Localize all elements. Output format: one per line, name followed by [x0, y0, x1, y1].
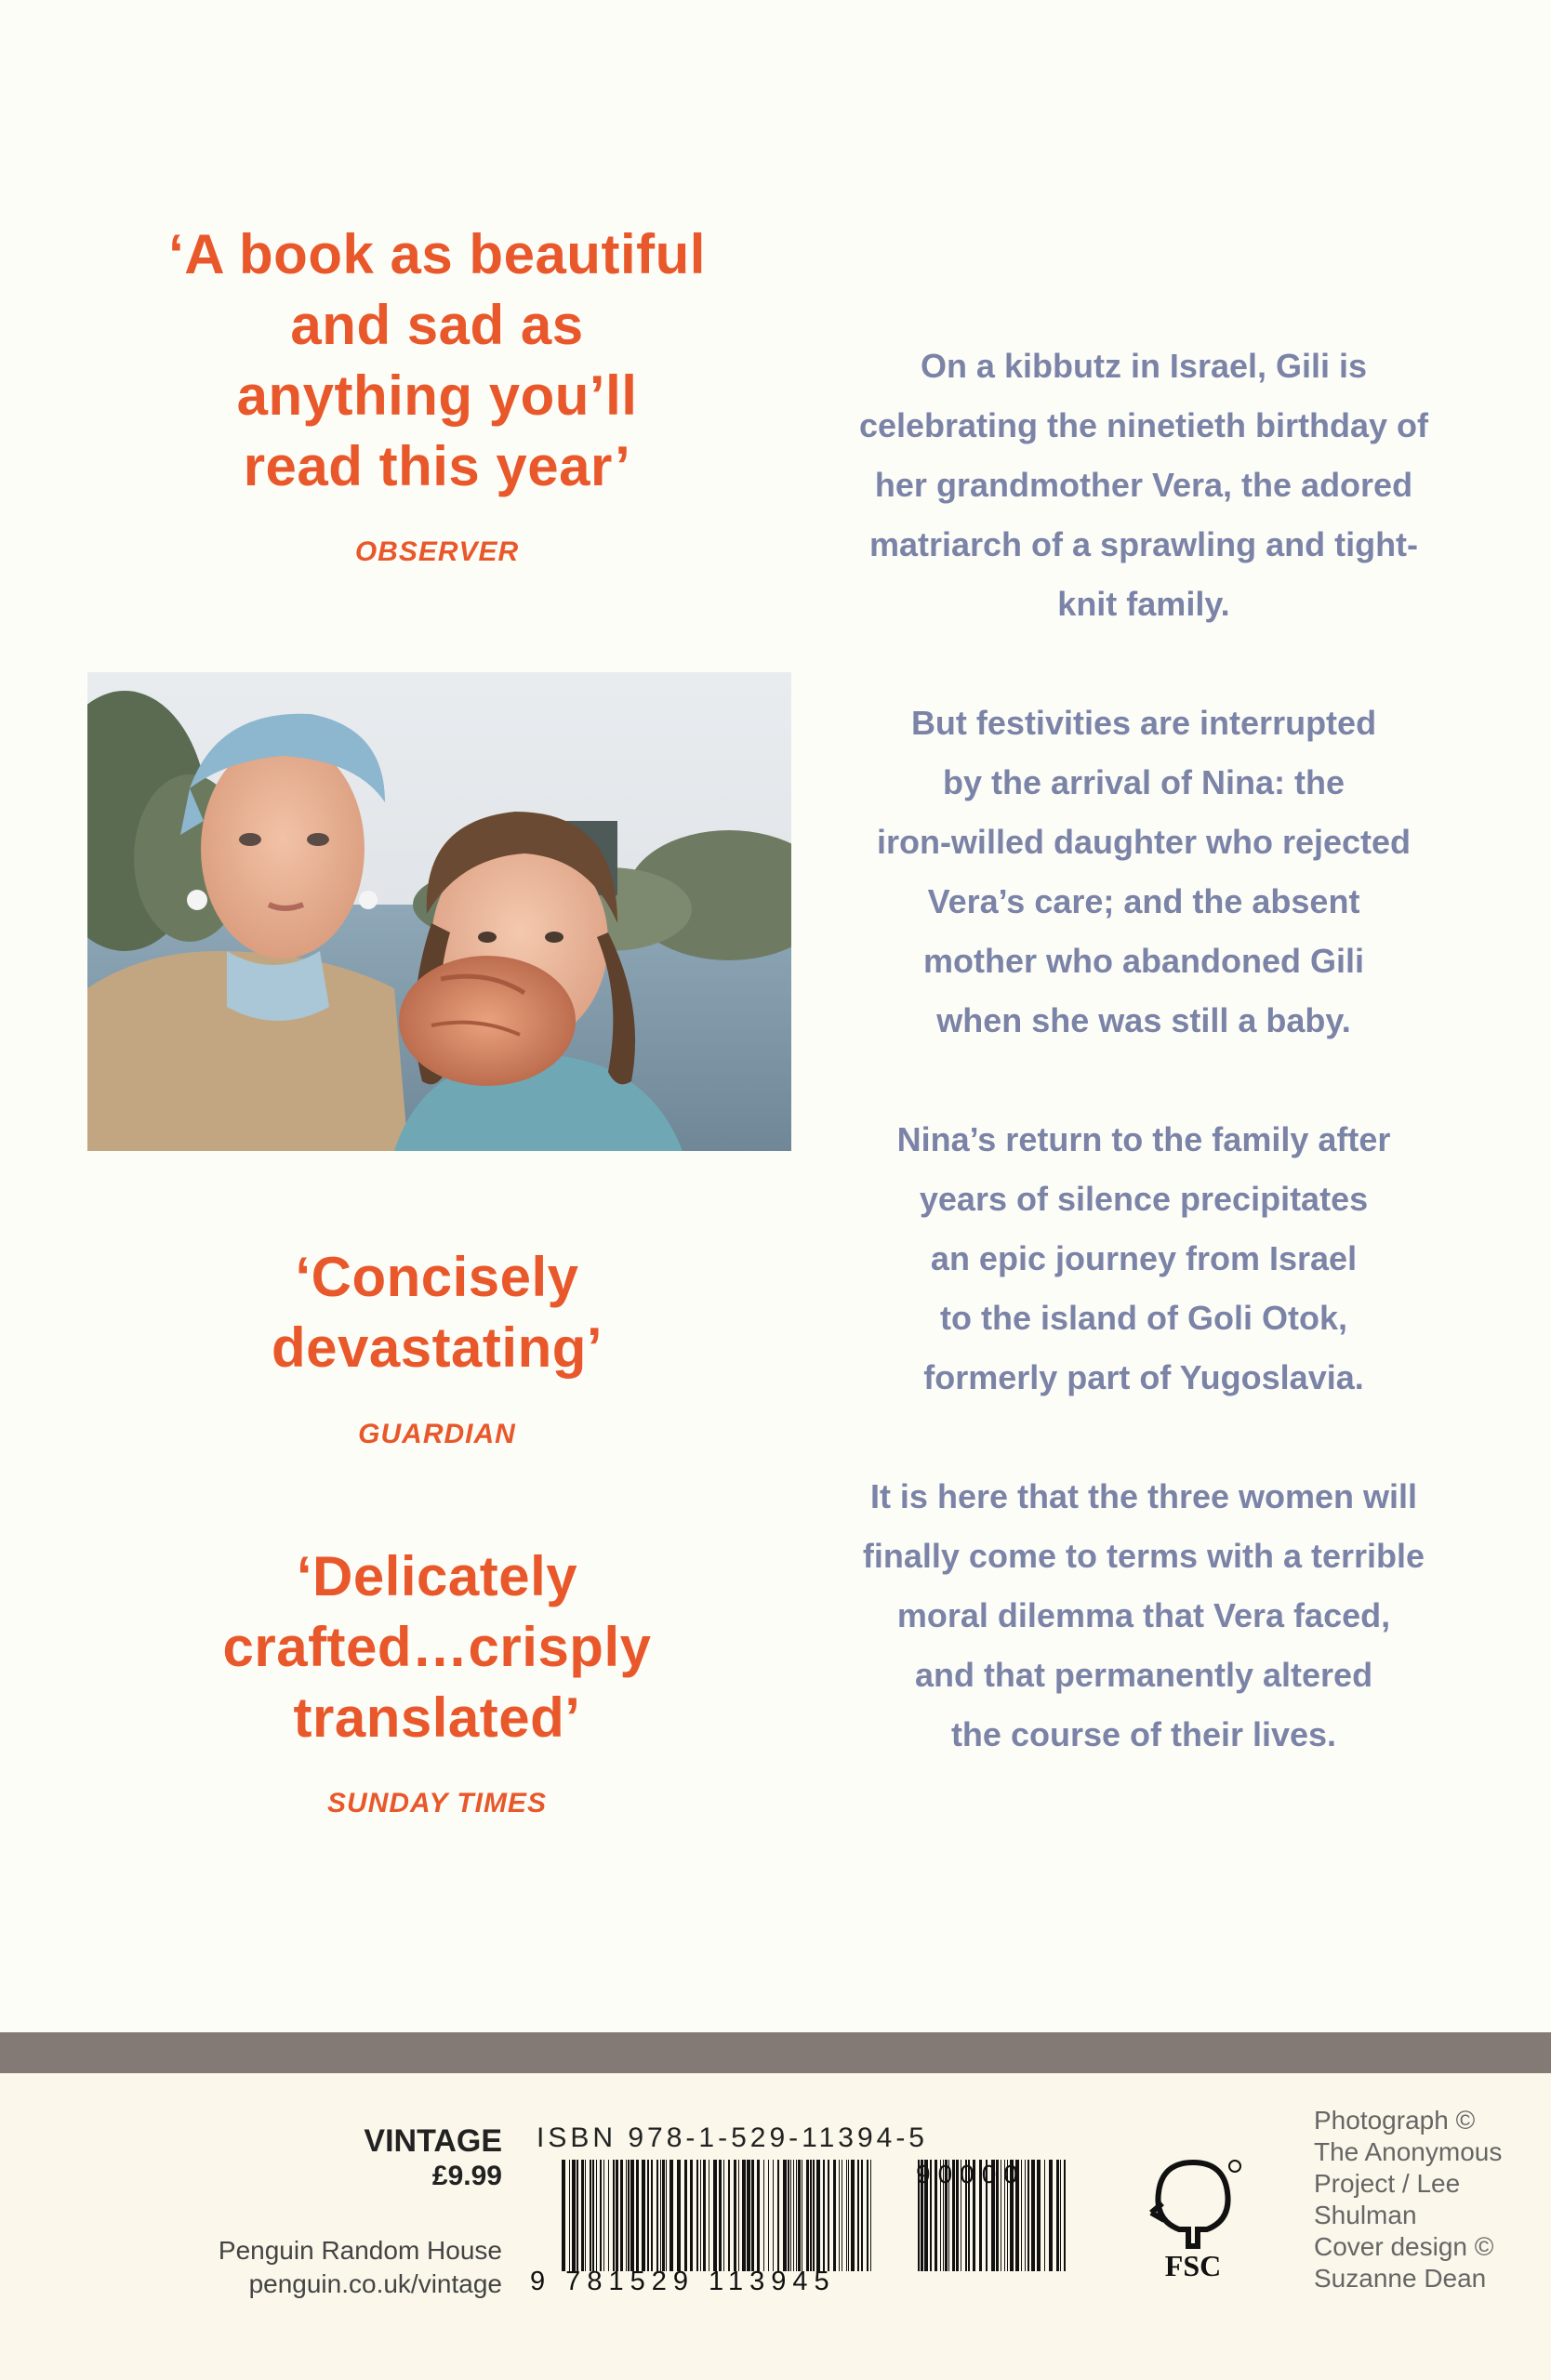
- blurb-line: finally come to terms with a terrible: [862, 1537, 1425, 1575]
- publisher-info: [219, 2234, 502, 2301]
- quote-line: crafted…crisply: [222, 1616, 652, 1678]
- barcode-bar: [816, 2160, 820, 2271]
- blurb-paragraph: [818, 694, 1469, 1051]
- barcode-bar: [823, 2160, 825, 2271]
- blurb-line: her grandmother Vera, the adored: [874, 466, 1413, 504]
- cover-photograph: [87, 672, 791, 1151]
- barcode-bar: [608, 2160, 609, 2271]
- blurb-paragraph: [818, 1467, 1469, 1765]
- quote-sunday-times: [56, 1541, 818, 1753]
- addon-digits: 90000: [916, 2160, 1026, 2188]
- barcode-bar: [660, 2160, 661, 2271]
- barcode-bar: [783, 2160, 787, 2271]
- blurb-line: the course of their lives.: [950, 1715, 1337, 1753]
- quote-line: translated’: [293, 1686, 581, 1749]
- barcode-bar: [628, 2160, 630, 2271]
- publisher-website: penguin.co.uk/vintage: [248, 2269, 502, 2298]
- barcode-bar: [700, 2160, 701, 2271]
- barcode-bar: [1060, 2160, 1061, 2271]
- barcode-bar: [861, 2160, 863, 2271]
- barcode-bar: [846, 2160, 847, 2271]
- photo-illustration: [87, 672, 791, 1151]
- barcode-bar: [1064, 2160, 1066, 2271]
- barcode-bar: [851, 2160, 855, 2271]
- barcode-bar: [713, 2160, 717, 2271]
- barcode-bar: [613, 2160, 615, 2271]
- barcode-bar: [592, 2160, 594, 2271]
- credit-line: The Anonymous: [1314, 2137, 1503, 2166]
- barcode-bar: [790, 2160, 791, 2271]
- barcode-bar: [669, 2160, 673, 2271]
- blurb-line: But festivities are interrupted: [910, 704, 1377, 742]
- blurb-line: Nina’s return to the family after: [896, 1120, 1391, 1158]
- barcode-bar: [719, 2160, 722, 2271]
- quote-line: ‘A book as beautiful: [168, 223, 706, 285]
- barcode-bar: [684, 2160, 687, 2271]
- quote-line: ‘Concisely: [295, 1246, 579, 1308]
- barcode-bar: [833, 2160, 836, 2271]
- barcode-bar: [788, 2160, 789, 2271]
- barcode-bar: [723, 2160, 724, 2271]
- barcode-bar: [813, 2160, 815, 2271]
- barcode-bar: [690, 2160, 693, 2271]
- barcode-bar: [600, 2160, 602, 2271]
- barcode-bar: [703, 2160, 706, 2271]
- blurb-line: iron-willed daughter who rejected: [876, 823, 1412, 861]
- barcode-bar: [870, 2160, 871, 2271]
- quote-source-guardian: GUARDIAN: [358, 1419, 516, 1449]
- credit-line: Project / Lee: [1314, 2169, 1461, 2198]
- barcode-bar: [768, 2160, 769, 2271]
- blurb-line: matriarch of a sprawling and tight-: [868, 525, 1419, 563]
- barcode-bar: [798, 2160, 801, 2271]
- barcode-bar: [747, 2160, 750, 2271]
- barcode-bar: [666, 2160, 667, 2271]
- blurb-line: Vera’s care; and the absent: [927, 882, 1360, 920]
- credit-line: Suzanne Dean: [1314, 2264, 1487, 2293]
- barcode-bar: [585, 2160, 586, 2271]
- fsc-logo-icon: [1142, 2155, 1244, 2285]
- price: £9.99: [431, 2161, 502, 2191]
- barcode-bar: [590, 2160, 591, 2271]
- quote-source-observer: OBSERVER: [354, 536, 520, 567]
- blurb-line: celebrating the ninetieth birthday of: [858, 406, 1429, 444]
- quote-line: anything you’ll: [236, 364, 638, 427]
- barcode-bar: [603, 2160, 604, 2271]
- barcode-bar: [651, 2160, 653, 2271]
- quote-observer: [56, 219, 818, 502]
- blurb-line: and that permanently altered: [914, 1656, 1373, 1694]
- quote-line: and sad as: [290, 294, 584, 356]
- barcode-bar: [796, 2160, 797, 2271]
- barcode-bar: [630, 2160, 634, 2271]
- blurb-line: mother who abandoned Gili: [922, 942, 1364, 980]
- barcode-bar: [728, 2160, 730, 2271]
- barcode-bar: [1027, 2160, 1029, 2271]
- barcode-bar: [857, 2160, 859, 2271]
- barcode-digits: 9 781529 113945: [530, 2267, 836, 2296]
- barcode-bar: [562, 2160, 565, 2271]
- barcode-bar: [696, 2160, 698, 2271]
- barcode-bar: [742, 2160, 746, 2271]
- barcode-bar: [751, 2160, 754, 2271]
- barcode-bar: [647, 2160, 649, 2271]
- blurb-line: formerly part of Yugoslavia.: [923, 1358, 1364, 1396]
- cover-credits: [1314, 2105, 1528, 2294]
- barcode-bar: [1037, 2160, 1041, 2271]
- barcode-bar: [572, 2160, 576, 2271]
- barcode-bar: [734, 2160, 736, 2271]
- publisher-name: Penguin Random House: [218, 2236, 502, 2265]
- barcode-bar: [839, 2160, 840, 2271]
- barcode-bar: [763, 2160, 764, 2271]
- barcode-bar: [793, 2160, 794, 2271]
- book-blurb: [818, 337, 1469, 1824]
- isbn-label: ISBN 978-1-529-11394-5: [537, 2122, 928, 2153]
- quote-line: devastating’: [271, 1316, 603, 1379]
- barcode-bar: [738, 2160, 739, 2271]
- blurb-line: On a kibbutz in Israel, Gili is: [920, 347, 1368, 385]
- barcode-bar: [806, 2160, 809, 2271]
- blurb-line: It is here that the three women will: [869, 1477, 1418, 1515]
- blurb-line: to the island of Goli Otok,: [940, 1299, 1347, 1337]
- barcode-bar: [642, 2160, 645, 2271]
- fsc-label: FSC: [1164, 2249, 1222, 2282]
- barcode-bar: [626, 2160, 627, 2271]
- quote-source-sunday-times: SUNDAY TIMES: [327, 1788, 547, 1818]
- barcode-bar: [1049, 2160, 1053, 2271]
- blurb-line: an epic journey from Israel: [930, 1239, 1358, 1277]
- barcode-bar: [656, 2160, 658, 2271]
- credit-line: Photograph ©: [1314, 2106, 1476, 2135]
- barcode-bar: [577, 2160, 578, 2271]
- blurb-paragraph: [818, 1110, 1469, 1408]
- barcode-bar: [1056, 2160, 1059, 2271]
- barcode-bar: [757, 2160, 760, 2271]
- credit-line: Cover design ©: [1314, 2232, 1494, 2261]
- barcode-bar: [662, 2160, 665, 2271]
- barcode-bar: [867, 2160, 868, 2271]
- barcode-bar: [596, 2160, 597, 2271]
- credit-line: Shulman: [1314, 2201, 1417, 2229]
- barcode: [562, 2160, 873, 2271]
- imprint-name: VINTAGE: [364, 2123, 502, 2159]
- barcode-bar: [677, 2160, 681, 2271]
- blurb-line: when she was still a baby.: [936, 1001, 1351, 1039]
- blurb-line: knit family.: [1057, 585, 1230, 623]
- quote-line: read this year’: [243, 435, 631, 497]
- divider-band: [0, 2032, 1551, 2073]
- barcode-bar: [848, 2160, 849, 2271]
- barcode-bar: [636, 2160, 639, 2271]
- barcode-bar: [828, 2160, 829, 2271]
- barcode-bar: [569, 2160, 570, 2271]
- blurb-line: by the arrival of Nina: the: [942, 763, 1346, 801]
- barcode-bar: [777, 2160, 779, 2271]
- barcode-bar: [1044, 2160, 1045, 2271]
- blurb-line: years of silence precipitates: [919, 1180, 1369, 1218]
- barcode-bar: [616, 2160, 618, 2271]
- barcode-bar: [620, 2160, 623, 2271]
- barcode-bar: [581, 2160, 584, 2271]
- barcode-bar: [1031, 2160, 1035, 2271]
- quote-guardian: [56, 1242, 818, 1383]
- barcode-bar: [810, 2160, 812, 2271]
- barcode-bar: [773, 2160, 774, 2271]
- blurb-paragraph: [818, 337, 1469, 634]
- blurb-line: moral dilemma that Vera faced,: [896, 1596, 1391, 1634]
- quote-line: ‘Delicately: [296, 1545, 578, 1607]
